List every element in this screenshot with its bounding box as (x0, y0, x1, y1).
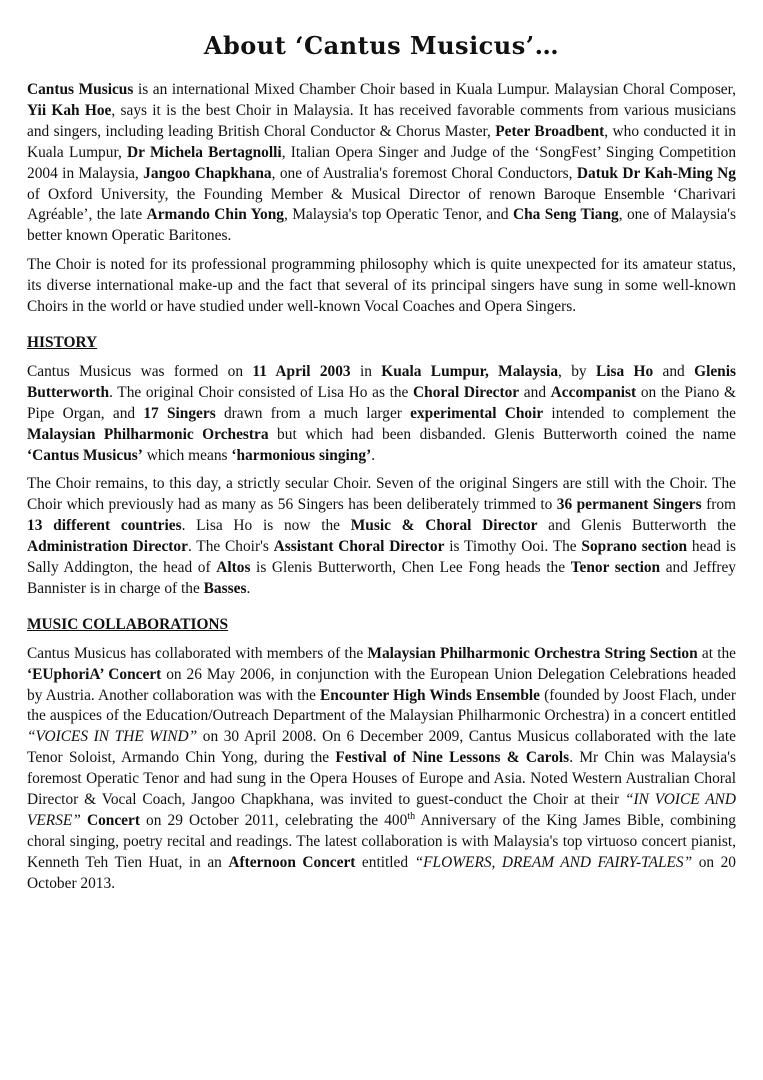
text-run: drawn from a much larger (215, 404, 411, 422)
bold-text: Cantus Musicus (27, 81, 134, 98)
bold-text: Lisa Ho (595, 362, 654, 380)
italic-text: “IN VOICE AND VERSE” (27, 791, 736, 829)
bold-text: Soprano section (581, 538, 688, 556)
bold-text: 17 Singers (143, 404, 216, 422)
document-page (27, 30, 736, 895)
text-run: Cantus Musicus has collaborated with members of the (27, 644, 368, 662)
text-run: on the Piano & Pipe Organ, and (27, 383, 736, 422)
bold-text: Datuk Dr Kah-Ming Ng (576, 164, 736, 182)
text-run: from (701, 496, 736, 514)
superscript-text: th (407, 810, 416, 822)
italic-text: “FLOWERS, DREAM AND FAIRY-TALES” (414, 853, 693, 871)
bold-text: Concert (86, 812, 140, 829)
italic-text: “VOICES IN THE WIND” (27, 728, 198, 746)
bold-text: Jangoo Chapkhana (143, 164, 272, 182)
bold-text: Afternoon Concert (228, 853, 356, 871)
bold-text: Accompanist (550, 383, 637, 401)
text-run: but which had been disbanded. Glenis Butterworth coined the name (268, 425, 736, 443)
text-run: . Lisa Ho is now the (181, 517, 351, 535)
bold-text: Basses (203, 579, 247, 597)
text-run: is an international Mixed Chamber Choir based in Kuala Lumpur. Malaysian Choral Composer, (133, 81, 736, 98)
text-run: head is Sally Addington, the head of (27, 538, 736, 577)
text-run: , by (558, 362, 596, 380)
text-run: The Choir is noted for its professional programming philosophy which is quite unexpected for its amateur status, its diverse international make-up and the fact that several of its principal singers have sung in some well-known Choirs in the world or have studied under well-known Vocal Coaches and Opera Singers. (27, 256, 736, 316)
bold-text: Yii Kah Hoe (27, 101, 112, 119)
text-run: on 20 October 2013. (27, 853, 736, 892)
text-run: . (246, 579, 251, 597)
text-run: , one of Malaysia's better known Operatic Baritones. (27, 206, 736, 245)
text-run: and Jeffrey Bannister is in charge of the (27, 559, 737, 597)
about-paragraph-1 (27, 80, 736, 247)
about-paragraph-2 (27, 255, 736, 318)
bold-text: Tenor section (570, 559, 661, 577)
text-run: Cantus Musicus was formed on (27, 362, 253, 380)
bold-text: Malaysian Philharmonic Orchestra (27, 425, 269, 443)
text-run: The Choir remains, to this day, a strictly secular Choir. Seven of the original Singers are still with the Choir. The Choir which previously had as many as 56 Singers has been deliberately trimmed to (27, 475, 736, 514)
bold-text: ‘harmonious singing’ (231, 446, 372, 464)
collaborations-paragraph-1 (27, 644, 736, 895)
bold-text: Assistant Choral Director (273, 538, 445, 556)
bold-text: experimental Choir (410, 404, 544, 422)
text-run: is Timothy Ooi. The (444, 538, 582, 556)
bold-text: Altos (216, 559, 251, 577)
history-heading: HISTORY (27, 333, 98, 351)
text-run: (founded by Joost Flach, under the auspices of the Education/Outreach Department of the Malaysian Philharmonic Orchestra) in a concert entitled (27, 686, 736, 725)
text-run: , Italian Opera Singer and Judge of the ‘SongFest’ Singing Competition 2004 in Malaysia, (27, 143, 737, 182)
bold-text: Choral Director (413, 383, 520, 401)
bold-text: Cha Seng Tiang (512, 206, 619, 224)
text-run: Anniversary of the King James Bible, combining choral singing, poetry recital and readings. The latest collaboration is with Malaysia's top virtuoso concert pianist, Kenneth Teh Tien Huat, in an (27, 812, 736, 871)
text-run: which means (142, 446, 232, 464)
bold-text: Encounter High Winds Ensemble (320, 686, 541, 704)
text-run: at the (697, 644, 736, 662)
text-run: intended to complement the (543, 404, 736, 422)
text-run: . The Choir's (187, 538, 274, 556)
text-run: , says it is the best Choir in Malaysia. It has received favorable comments from various musicians and singers, including leading British Choral Conductor & Chorus Master, (27, 101, 736, 140)
collaborations-heading: MUSIC COLLABORATIONS (27, 615, 229, 633)
text-run: . (371, 446, 376, 464)
bold-text: ‘EUphoriA’ Concert (27, 665, 162, 683)
text-run: on 29 October 2011, celebrating the 400 (139, 812, 408, 829)
bold-text: Music & Choral Director (350, 517, 538, 535)
history-paragraph-2 (27, 474, 736, 599)
text-run: of Oxford University, the Founding Member & Musical Director of renown Baroque Ensemble ‘Charivari Agréable’, the late (27, 185, 736, 224)
bold-text: 36 permanent Singers (556, 496, 702, 514)
text-run: , one of Australia's foremost Choral Conductors, (271, 164, 577, 182)
bold-text: Glenis Butterworth (27, 362, 736, 401)
bold-text: Malaysian Philharmonic Orchestra String Section (367, 644, 698, 662)
bold-text: Administration Director (27, 538, 188, 556)
text-run: entitled (355, 853, 415, 871)
text-run: is Glenis Butterworth, Chen Lee Fong heads the (250, 559, 571, 577)
text-run: in (350, 362, 382, 380)
bold-text: Festival of Nine Lessons & Carols (335, 749, 570, 767)
text-run: . Mr Chin was Malaysia's foremost Operatic Tenor and had sung in the Opera Houses of Europe and Asia. Noted Western Australian Choral Director & Vocal Coach, Jangoo Chapkhana, was invited to guest-conduct the Choir at their (27, 749, 737, 809)
text-run: on 30 April 2008. On 6 December 2009, Cantus Musicus collaborated with the late Tenor Soloist, Armando Chin Yong, during the (27, 728, 736, 767)
bold-text: Armando Chin Yong (146, 206, 284, 224)
text-run: and Glenis Butterworth the (537, 517, 736, 535)
bold-text: 13 different countries (27, 517, 182, 535)
page-title: About ‘Cantus Musicus’… (203, 31, 560, 60)
bold-text: Peter Broadbent (495, 122, 605, 140)
text-run: and (519, 383, 551, 401)
text-run: , Malaysia's top Operatic Tenor, and (284, 206, 513, 224)
text-run: on 26 May 2006, in conjunction with the European Union Delegation Celebrations headed by Austria. Another collaboration was with the (27, 665, 736, 704)
bold-text: 11 April 2003 (252, 362, 351, 380)
text-run: , who conducted it in Kuala Lumpur, (27, 122, 737, 161)
history-paragraph-1 (27, 362, 736, 467)
text-run: . The original Choir consisted of Lisa Ho as the (109, 383, 414, 401)
bold-text: Dr Michela Bertagnolli (127, 143, 282, 161)
bold-text: Kuala Lumpur, Malaysia (381, 362, 559, 380)
text-run: and (653, 362, 695, 380)
bold-text: ‘Cantus Musicus’ (27, 446, 143, 464)
